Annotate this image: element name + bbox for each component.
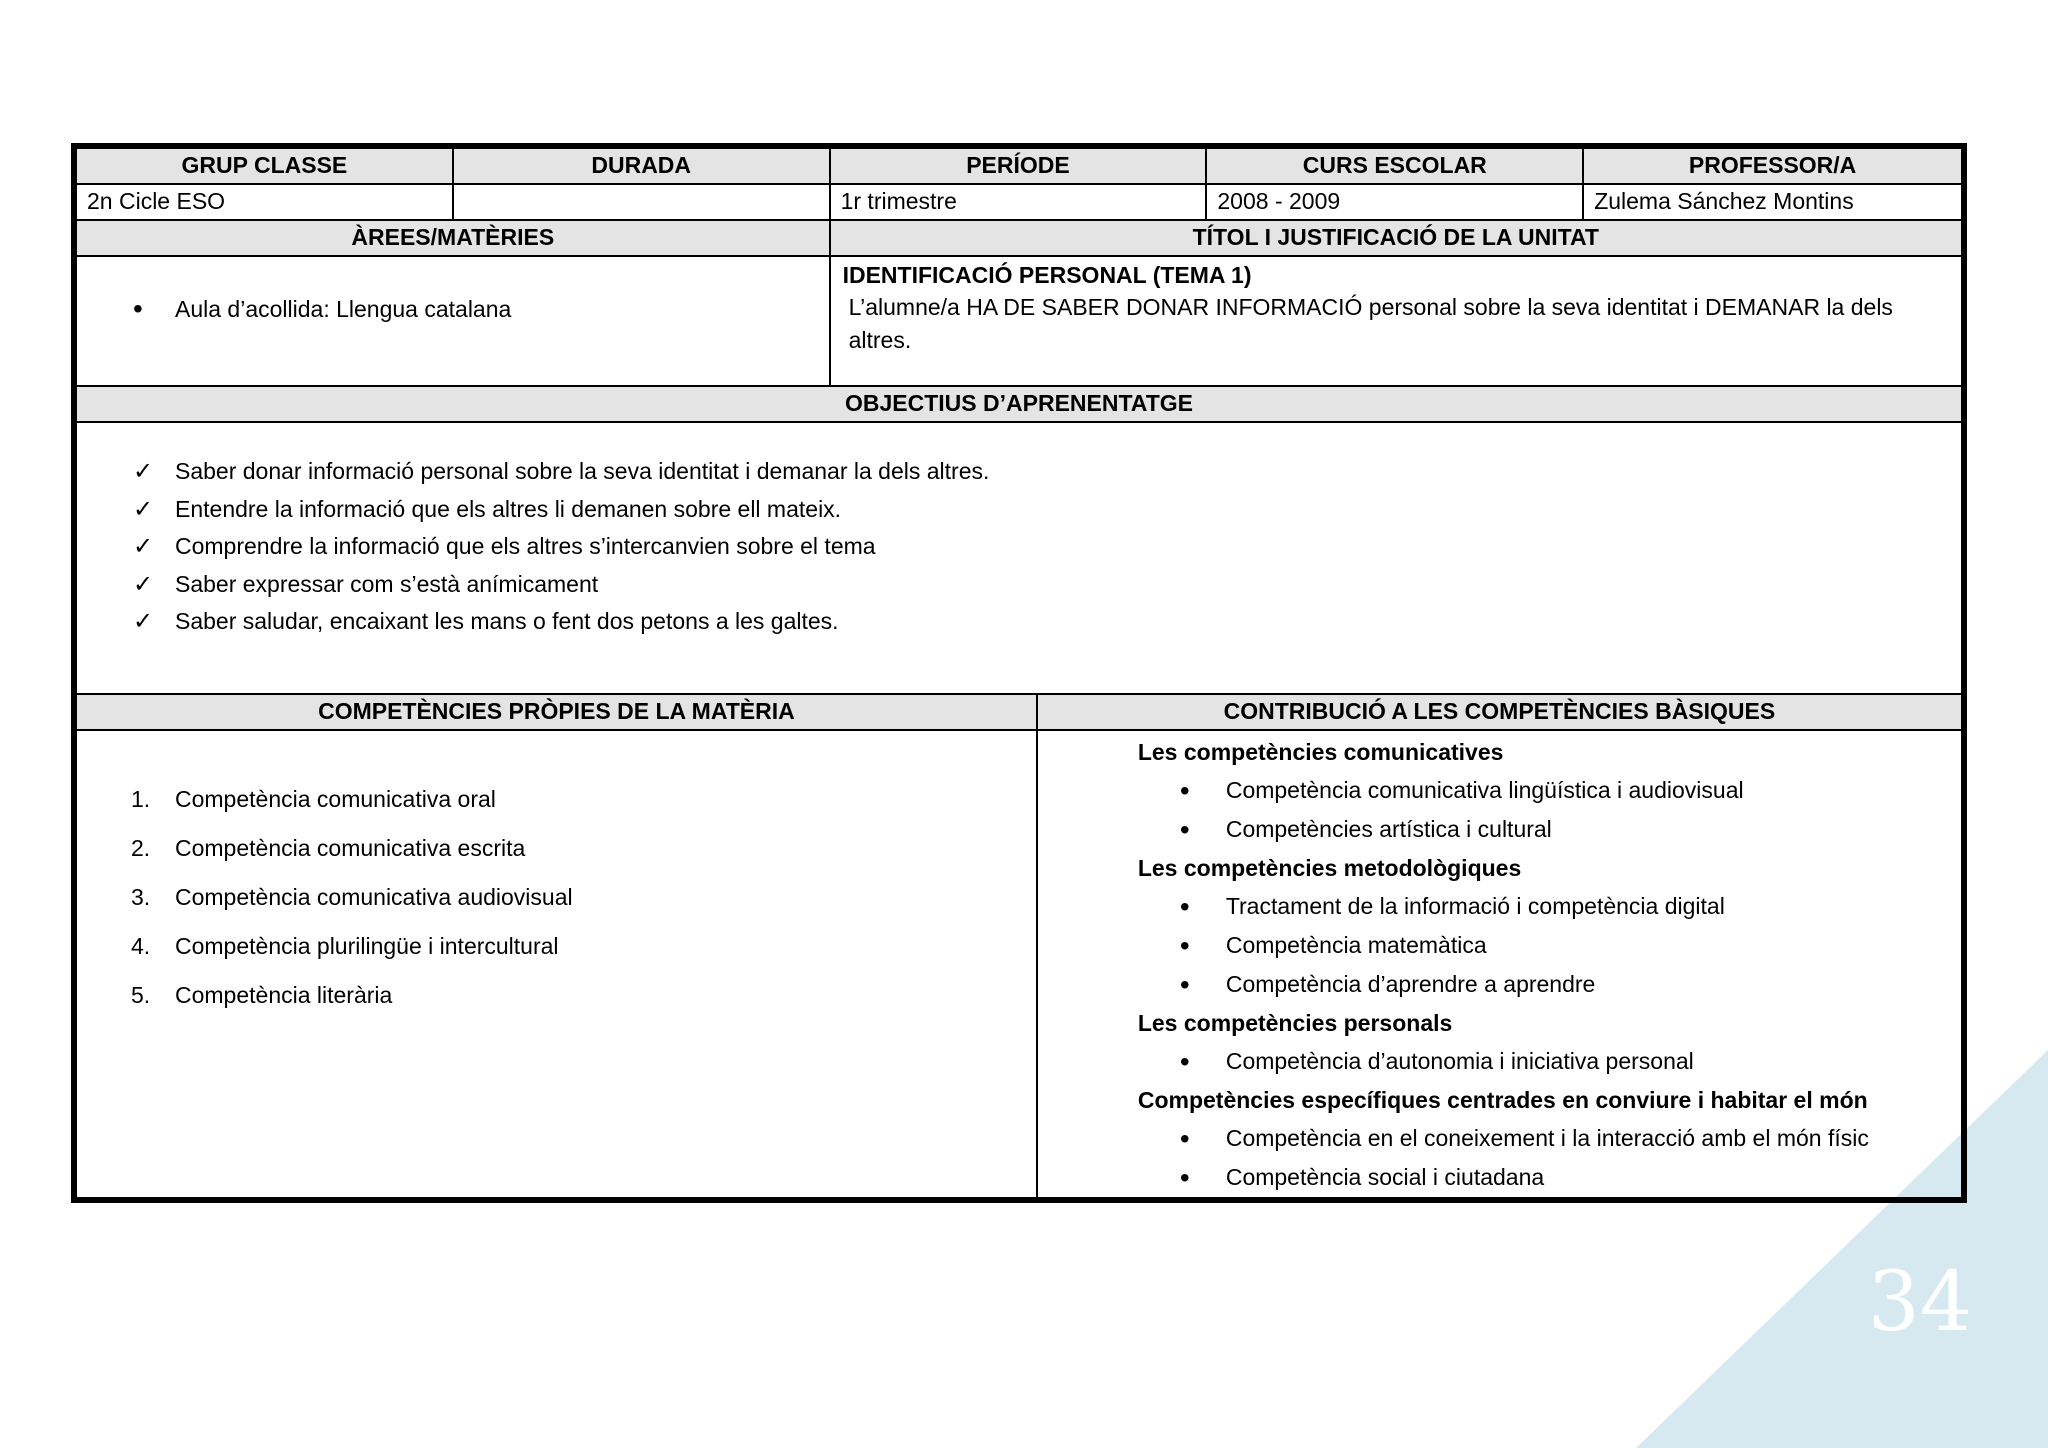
unit-plan-table (71, 143, 1967, 1203)
list-item: 1. Competència comunicativa oral (131, 786, 496, 812)
areas-unit-row (77, 257, 1961, 387)
list-item: 4. Competència plurilingüe i intercultural (131, 933, 559, 959)
list-item: ✓ Saber saludar, encaixant les mans o fent dos petons a les galtes. (175, 603, 1961, 641)
areas-cell (77, 257, 831, 385)
list-item: • Competència d’aprendre a aprendre (1226, 965, 1941, 1004)
list-item: ✓ Saber expressar com s’està anímicament (175, 566, 1961, 604)
list-item: ✓ Comprendre la informació que els altres s’intercanvien sobre el tema (175, 528, 1961, 566)
objectives-cell (77, 423, 1961, 693)
bullet-icon: • (1179, 814, 1190, 845)
objectives-header: OBJECTIUS D’APRENENTATGE (77, 387, 1961, 421)
header-row (77, 149, 1961, 185)
values-row (77, 185, 1961, 221)
column-header-period: PERÍODE (831, 149, 1208, 183)
list-item: • Competència en el coneixement i la interacció amb el món físic (1226, 1119, 1941, 1158)
areas-unit-header-row (77, 221, 1961, 257)
column-header-duration: DURADA (454, 149, 831, 183)
bullet-icon: • (1179, 1123, 1190, 1154)
value-teacher: Zulema Sánchez Montins (1594, 188, 1854, 214)
objectives-list (77, 423, 1961, 641)
column-header-teacher: PROFESSOR/A (1584, 149, 1961, 183)
checkmark-icon: ✓ (133, 608, 154, 636)
competence-group-title: Les competències personals (1137, 1010, 1453, 1036)
list-item: 5. Competència literària (131, 982, 393, 1008)
competence-group-list (1138, 887, 1941, 1004)
unit-header: TÍTOL I JUSTIFICACIÓ DE LA UNITAT (831, 221, 1961, 255)
list-item: • Aula d’acollida: Llengua catalana (175, 293, 829, 325)
competence-group-list (1138, 771, 1941, 849)
list-item: 2. Competència comunicativa escrita (131, 835, 526, 861)
bullet-icon: • (1179, 775, 1190, 806)
bullet-icon: • (1179, 1046, 1190, 1077)
page-number: 34 (1867, 1255, 1972, 1350)
competence-group-list (1138, 1042, 1941, 1081)
unit-description: L’alumne/a HA DE SABER DONAR INFORMACIÓ personal sobre la seva identitat i DEMANAR la dels altres. (848, 294, 1893, 353)
bullet-icon: • (1179, 891, 1190, 922)
bullet-icon: • (1179, 969, 1190, 1000)
checkmark-icon: ✓ (133, 458, 154, 486)
list-item: ✓ Saber donar informació personal sobre la seva identitat i demanar la dels altres. (175, 453, 1961, 491)
objectives-row (77, 423, 1961, 695)
basic-competences-header: CONTRIBUCIÓ A LES COMPETÈNCIES BÀSIQUES (1038, 695, 1961, 729)
competences-row (77, 731, 1961, 1197)
list-item: • Competència social i ciutadana (1226, 1158, 1941, 1197)
competence-group-title: Les competències comunicatives (1137, 739, 1504, 765)
competence-group-title: Les competències metodològiques (1137, 855, 1522, 881)
value-duration (454, 185, 831, 219)
list-item: • Competència comunicativa lingüística i audiovisual (1226, 771, 1941, 810)
subject-competences-header: COMPETÈNCIES PRÒPIES DE LA MATÈRIA (77, 695, 1038, 729)
column-header-school-year: CURS ESCOLAR (1207, 149, 1584, 183)
areas-header: ÀREES/MATÈRIES (77, 221, 831, 255)
checkmark-icon: ✓ (133, 570, 154, 598)
checkmark-icon: ✓ (133, 533, 154, 561)
basic-competences-cell (1038, 731, 1961, 1197)
competence-group-list (1138, 1119, 1941, 1197)
objectives-header-row (77, 387, 1961, 423)
list-item: ✓ Entendre la informació que els altres li demanen sobre ell mateix. (175, 491, 1961, 529)
value-group: 2n Cicle ESO (77, 185, 454, 219)
unit-title: IDENTIFICACIÓ PERSONAL (TEMA 1) (842, 262, 1252, 288)
list-item: • Competència d’autonomia i iniciativa personal (1226, 1042, 1941, 1081)
list-item: 3. Competència comunicativa audiovisual (131, 884, 573, 910)
list-item: • Tractament de la informació i competència digital (1226, 887, 1941, 926)
list-item: • Competència matemàtica (1226, 926, 1941, 965)
bullet-icon: • (1179, 930, 1190, 961)
competence-group-title: Competències específiques centrades en conviure i habitar el món (1137, 1087, 1868, 1113)
areas-list (77, 257, 829, 325)
subject-competences-cell (77, 731, 1038, 1197)
unit-cell (831, 257, 1961, 385)
list-item: • Competències artística i cultural (1226, 810, 1941, 849)
subject-competences-list (77, 731, 1036, 1020)
competences-header-row (77, 695, 1961, 731)
bullet-icon: • (1179, 1162, 1190, 1193)
value-period: 1r trimestre (831, 185, 1208, 219)
value-school-year: 2008 - 2009 (1207, 185, 1584, 219)
column-header-group: GRUP CLASSE (77, 149, 454, 183)
checkmark-icon: ✓ (133, 495, 154, 523)
